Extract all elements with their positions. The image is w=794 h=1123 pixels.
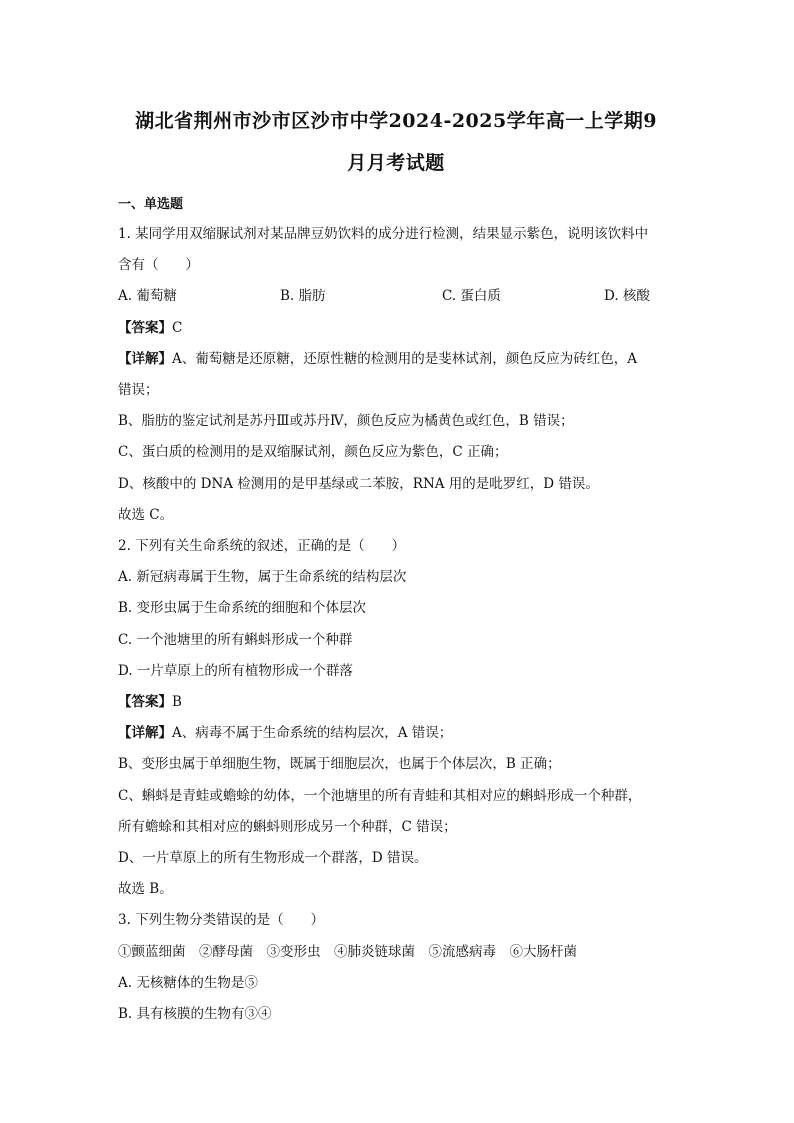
- detail-line: B、变形虫属于单细胞生物，既属于细胞层次，也属于个体层次，B 正确；: [118, 756, 561, 773]
- organism-list: ①颤蓝细菌 ②酵母菌 ③变形虫 ④肺炎链球菌 ⑤流感病毒 ⑥大肠杆菌: [118, 943, 577, 960]
- option-b: B. 变形虫属于生命系统的细胞和个体层次: [118, 600, 367, 617]
- detail-line: 错误；: [118, 382, 159, 399]
- option-c: C. 一个池塘里的所有蝌蚪形成一个种群: [118, 631, 353, 648]
- detail-line: [118, 718, 674, 749]
- question-1: [118, 219, 674, 531]
- detail-text: A、病毒不属于生命系统的结构层次，A 错误；: [172, 725, 453, 742]
- option-d: D. 一片草原上的所有植物形成一个群落: [118, 662, 353, 679]
- detail-line: B、脂肪的鉴定试剂是苏丹Ⅲ或苏丹Ⅳ，颜色反应为橘黄色或红色，B 错误；: [118, 413, 574, 430]
- question-stem: 1. 某同学用双缩脲试剂对某品牌豆奶饮料的成分进行检测，结果显示紫色，说明该饮料中: [118, 226, 649, 242]
- option-a: A. 无核糖体的生物是⑤: [118, 974, 258, 991]
- detail-line: D、核酸中的 DNA 检测用的是甲基绿或二苯胺，RNA 用的是吡罗红，D 错误。: [118, 475, 599, 492]
- answer-label: 【答案】: [118, 319, 172, 336]
- option-b: B. 脂肪: [280, 288, 326, 305]
- title-line-1: 湖北省荆州市沙市区沙市中学2024-2025学年高一上学期9: [135, 110, 657, 132]
- detail-label: 【详解】: [118, 725, 172, 742]
- conclusion-line: 故选 B。: [118, 881, 173, 898]
- detail-line: C、蛋白质的检测用的是双缩脲试剂，颜色反应为紫色，C 正确；: [118, 444, 508, 461]
- question-3: [118, 905, 674, 1030]
- answer-value: B: [172, 694, 182, 711]
- option-a: A. 葡萄糖: [118, 288, 177, 305]
- option-d: D. 核酸: [604, 288, 650, 305]
- detail-text: A、葡萄糖是还原糖，还原性糖的检测用的是斐林试剂，颜色反应为砖红色，A: [172, 350, 637, 367]
- document-page: [118, 100, 674, 1030]
- answer-line: [118, 687, 674, 718]
- detail-line: 所有蟾蜍和其相对应的蝌蚪则形成另一个种群，C 错误；: [118, 818, 457, 835]
- detail-label: 【详解】: [118, 350, 172, 367]
- document-title: [118, 100, 674, 184]
- conclusion-line: 故选 C。: [118, 506, 174, 523]
- section-heading: 一、单选题: [118, 197, 184, 212]
- option-b: B. 具有核膜的生物有③④: [118, 1006, 272, 1023]
- answer-line: [118, 313, 674, 344]
- question-stem-cont: 含有（ ）: [118, 257, 199, 274]
- detail-line: C、蝌蚪是青蛙或蟾蜍的幼体，一个池塘里的所有青蛙和其相对应的蝌蚪形成一个种群，: [118, 787, 642, 804]
- question-stem: 2. 下列有关生命系统的叙述，正确的是（ ）: [118, 538, 406, 555]
- answer-value: C: [172, 319, 183, 336]
- option-c: C. 蛋白质: [442, 288, 501, 305]
- question-stem: 3. 下列生物分类错误的是（ ）: [118, 912, 325, 929]
- answer-label: 【答案】: [118, 694, 172, 711]
- question-2: [118, 531, 674, 905]
- detail-line: [118, 344, 674, 375]
- detail-line: D、一片草原上的所有生物形成一个群落，D 错误。: [118, 850, 428, 867]
- option-a: A. 新冠病毒属于生物，属于生命系统的结构层次: [118, 569, 407, 586]
- title-line-2: 月月考试题: [347, 152, 445, 174]
- option-row: [118, 281, 674, 312]
